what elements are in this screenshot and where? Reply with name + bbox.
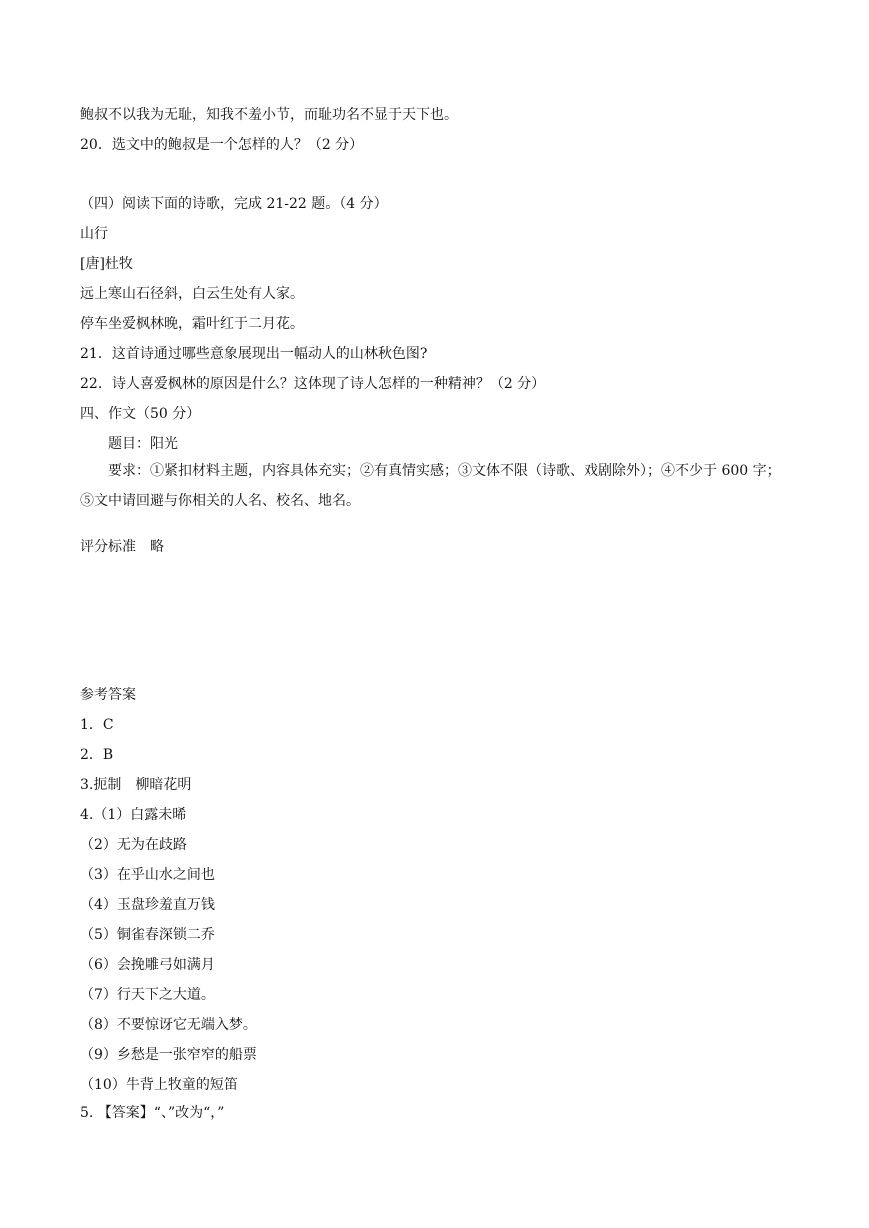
poem-line: 停车坐爱枫林晚，霜叶红于二月花。 [80,316,304,332]
answer-item: （4）玉盘珍羞直万钱 [80,897,215,913]
answer-item: 5. 【答案】“、”改为“，” [80,1105,225,1121]
answer-item: （10）牛背上牧童的短笛 [80,1077,238,1093]
question-21: 21．这首诗通过哪些意象展现出一幅动人的山林秋色图? [80,346,428,362]
answer-item: （8）不要惊讶它无端入梦。 [80,1017,257,1033]
composition-requirements: 要求：①紧扣材料主题，内容具体充实；②有真情实感；③文体不限（诗歌、戏剧除外）；④不少于 600 字；⑤文中请回避与你相关的人名、校名、地名。 [80,463,781,509]
text-line: 鲍叔不以我为无耻，知我不羞小节，而耻功名不显于天下也。 [80,107,458,123]
answer-item: （9）乡愁是一张窄窄的船票 [80,1047,257,1063]
answer-item: 2．B [80,747,114,763]
answer-item: （6）会挽雕弓如满月 [80,957,215,973]
answer-item: （2）无为在歧路 [80,837,187,853]
answer-item: （7）行天下之大道。 [80,987,215,1003]
poem-author: [唐]杜牧 [80,256,133,272]
composition-title: 题目：阳光 [108,436,178,452]
section-heading-composition: 四、作文（50 分） [80,406,201,422]
answers-heading: 参考答案 [80,687,136,703]
answer-item: （5）铜雀春深锁二乔 [80,927,215,943]
answer-item: 3.扼制 柳暗花明 [80,777,192,793]
poem-line: 远上寒山石径斜，白云生处有人家。 [80,286,304,302]
answer-item: 4.（1）白露未晞 [80,807,187,823]
question-22: 22．诗人喜爱枫林的原因是什么？这体现了诗人怎样的一种精神？（2 分） [80,376,546,392]
question-20: 20．选文中的鲍叔是一个怎样的人？（2 分） [80,137,364,153]
answer-item: （3）在乎山水之间也 [80,867,215,883]
section-heading-poem: （四）阅读下面的诗歌，完成 21-22 题。（4 分） [80,196,388,212]
answer-item: 1．C [80,717,114,733]
poem-title: 山行 [80,226,108,242]
scoring-note: 评分标准 略 [80,539,164,555]
